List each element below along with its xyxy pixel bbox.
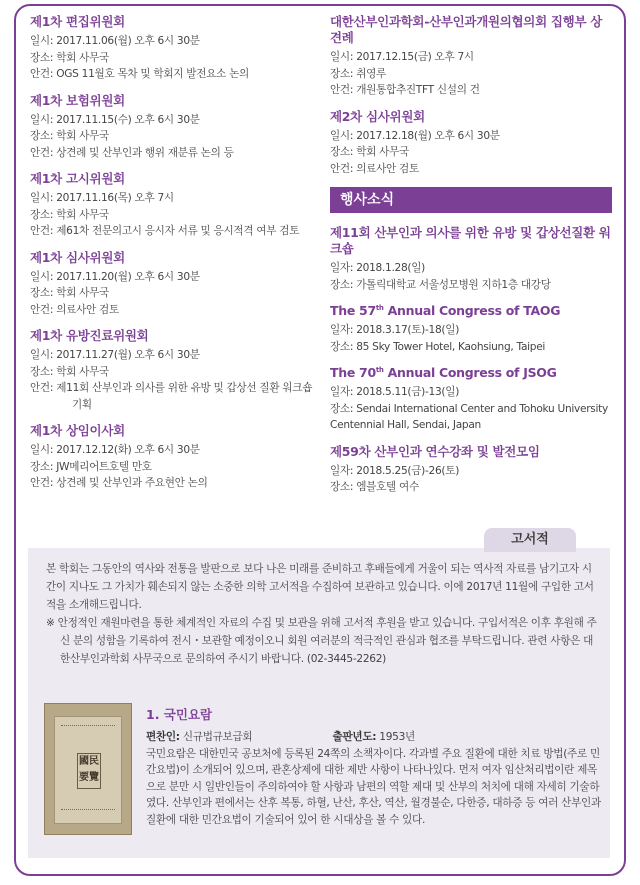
publisher-label: 편찬인: <box>146 731 180 743</box>
meeting-agenda: 안건: 제61차 전문의고시 응시자 서류 및 응시적격 여부 검토 <box>30 225 300 237</box>
archive-intro-text: 본 학회는 그동안의 역사와 전통을 발판으로 보다 나은 미래를 준비하고 후배들에게 거울이 되는 역사적 자료를 남기고자 시간이 지나도 그 가치가 훼손되지 않는 소중한 의학 고서적을 수집하여 보관하고 있습니다. 이에 2017년 11월에 구입한 고서적을 소개해드립니다. <box>46 563 594 611</box>
meeting-agenda: 안건: 제11회 산부인과 의사를 위한 유방 및 갑상선 질환 워크숍 기획 <box>30 382 313 411</box>
book-cover-title: 國民要覽 <box>77 753 101 789</box>
meeting-date: 일시: 2017.12.15(금) 오후 7시 <box>330 51 474 63</box>
meeting-date: 일시: 2017.11.16(목) 오후 7시 <box>30 192 174 204</box>
event-date: 일자: 2018.1.28(일) <box>330 262 426 274</box>
meeting-date: 일시: 2017.11.27(월) 오후 6시 30분 <box>30 349 200 361</box>
meeting-date: 일시: 2017.12.18(월) 오후 6시 30분 <box>330 129 500 142</box>
meeting-title: 제1차 심사위원회 <box>30 249 125 265</box>
event-date: 일자: 2018.5.11(금)-13(일) <box>330 386 460 398</box>
event-item <box>330 365 612 434</box>
meeting-item <box>330 14 612 99</box>
meeting-item <box>30 328 320 413</box>
book-cover-image <box>44 703 132 835</box>
year-label: 출판년도: <box>332 731 377 743</box>
meeting-item <box>30 250 320 319</box>
event-title: The 57th Annual Congress of TAOG <box>330 303 561 318</box>
event-place: 장소: 85 Sky Tower Hotel, Kaohsiung, Taipei <box>330 340 546 353</box>
book-info <box>146 705 606 828</box>
meeting-place: 장소: 학회 사무국 <box>330 146 409 158</box>
meeting-title: 제1차 유방진료위원회 <box>30 328 149 343</box>
event-place: 장소: 엠블호텔 여수 <box>330 481 419 493</box>
meeting-place: 장소: 학회 사무국 <box>30 208 109 221</box>
meeting-place: 장소: 학회 사무국 <box>30 365 109 378</box>
events-section-heading: 행사소식 <box>330 187 612 213</box>
book-heading: 1. 국민요람 <box>146 707 213 722</box>
archive-note: ※ 안정적인 재원마련을 통한 체계적인 자료의 수집 및 보관을 위해 고서적 후원을 받고 있습니다. 구입서적은 이후 후원해 주신 분의 성함을 기록하여 전시・보관할 예정이오니 회원 여러분의 적극적인 관심과 협조를 부탁드립니다. 관련 사항은 대한산부인과학회 사무국으로 문의하여 주시기 바랍니다. (02-3445-2262) <box>46 617 597 665</box>
meeting-item <box>30 14 320 83</box>
meeting-agenda: 안건: 의료사안 검토 <box>30 303 119 316</box>
committee-list-right <box>330 14 612 506</box>
meeting-date: 일시: 2017.11.20(월) 오후 6시 30분 <box>30 270 200 283</box>
meeting-place: 장소: 학회 사무국 <box>30 287 109 299</box>
meeting-item <box>30 423 320 492</box>
meeting-item <box>330 109 612 178</box>
publisher-value: 신규법규보급회 <box>182 731 253 743</box>
meeting-agenda: 안건: 상견례 및 산부인과 주요현안 논의 <box>30 477 208 489</box>
meeting-agenda: 안건: OGS 11월호 목차 및 학회지 발전요소 논의 <box>30 68 249 80</box>
meeting-item <box>30 93 320 162</box>
book-cover-inner <box>54 716 122 824</box>
meeting-agenda: 안건: 상견례 및 산부인과 행위 재분류 논의 등 <box>30 146 234 159</box>
meeting-agenda: 안건: 의료사안 검토 <box>330 162 419 175</box>
year-value: 1953년 <box>379 731 415 743</box>
committee-list-left <box>30 14 320 502</box>
event-place: 장소: Sendai International Center and Tohoku University Centennial Hall, Sendai, Japan <box>330 402 608 431</box>
event-title: 제11회 산부인과 의사를 위한 유방 및 갑상선질환 워크숍 <box>330 225 611 256</box>
event-date: 일자: 2018.5.25(금)-26(토) <box>330 464 460 477</box>
event-title: 제59차 산부인과 연수강좌 및 발전모임 <box>330 443 540 459</box>
meeting-title: 제1차 편집위원회 <box>30 14 125 29</box>
meeting-place: 장소: 학회 사무국 <box>30 51 109 64</box>
book-cover-decoration <box>61 725 115 730</box>
meeting-date: 일시: 2017.11.15(수) 오후 6시 30분 <box>30 113 200 126</box>
meeting-title: 제1차 상임이사회 <box>30 423 125 438</box>
event-date: 일자: 2018.3.17(토)-18(일) <box>330 324 460 336</box>
book-description: 국민요람은 대한민국 공보처에 등록된 24쪽의 소책자이다. 각과별 주요 질환에 대한 치료 방법(주로 민간요법)이 소개되어 있으며, 관혼상제에 대한 제반 사항이 나타나있다. 먼저 여자 임산처리법이란 제목으로 분만 시 일반인들이 주의하여야 할 사항과 남편의 역할 제대 및 산부의 처치에 대해 자세히 기술하였다. 산부인과 편에서는 산후 복통, 하혈, 난산, 후산, 역산, 월경불순, 다한증, 대하증 등 여러 산부인과 질환에 대한 민간요법이 기술되어 있어 한 시대상을 볼 수 있다. <box>146 747 601 826</box>
meeting-agenda: 안건: 개원통합추진TFT 신설의 건 <box>330 84 480 96</box>
meeting-item <box>30 171 320 240</box>
meeting-title: 제1차 보험위원회 <box>30 92 125 108</box>
meeting-title: 대한산부인과학회-산부인과개원의협의회 집행부 상견례 <box>330 14 603 45</box>
meeting-place: 장소: JW메리어트호텔 만호 <box>30 460 152 473</box>
meeting-title: 제1차 고시위원회 <box>30 171 125 186</box>
event-item <box>330 225 612 293</box>
book-meta <box>146 729 606 746</box>
meeting-place: 장소: 학회 사무국 <box>30 130 109 142</box>
meeting-title: 제2차 심사위원회 <box>330 108 425 124</box>
event-item <box>330 303 612 355</box>
event-place: 장소: 가톨릭대학교 서울성모병원 지하1층 대강당 <box>330 278 551 291</box>
book-cover-decoration <box>61 809 115 814</box>
meeting-place: 장소: 취영루 <box>330 67 387 80</box>
event-item <box>330 444 612 496</box>
meeting-date: 일시: 2017.12.12(화) 오후 6시 30분 <box>30 444 200 456</box>
meeting-date: 일시: 2017.11.06(월) 오후 6시 30분 <box>30 35 200 47</box>
event-title: The 70th Annual Congress of JSOG <box>330 365 557 380</box>
archive-intro <box>46 560 598 668</box>
archive-tag: 고서적 <box>484 528 576 552</box>
